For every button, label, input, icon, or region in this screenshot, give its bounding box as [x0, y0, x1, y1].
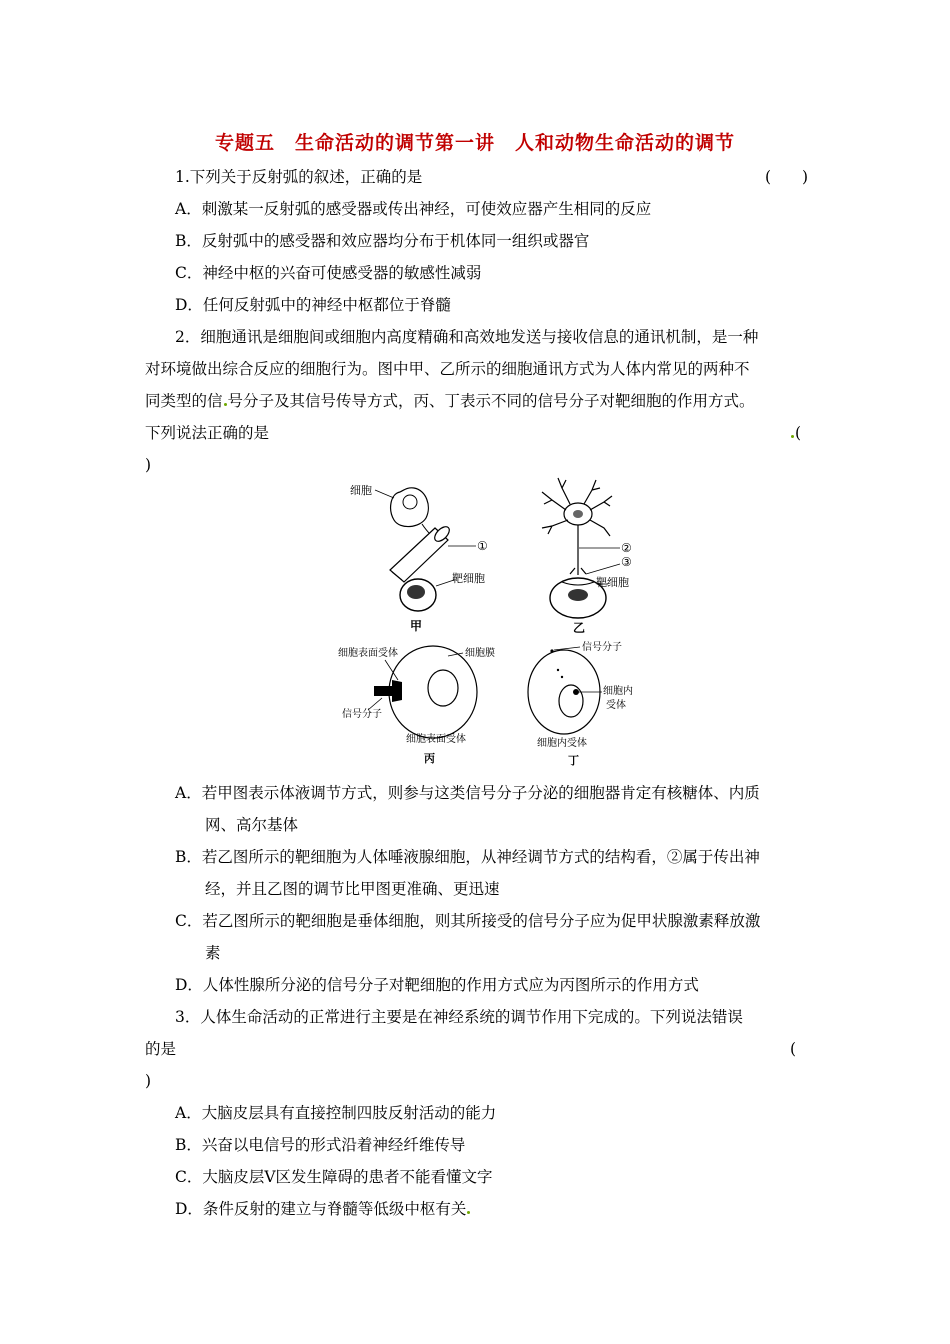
ding-inner-label-2: 受体 [606, 700, 626, 711]
bing-receptor-top-label: 细胞表面受体 [338, 648, 398, 659]
q2-option-c-line1: C．若乙图所示的靶细胞是垂体细胞，则其所接受的信号分子应为促甲状腺激素释放激 [175, 912, 761, 930]
q3-stem-line1: 3．人体生命活动的正常进行主要是在神经系统的调节作用下完成的。下列说法错误 [175, 1008, 743, 1026]
ding-receptor-bottom-label: 细胞内受体 [537, 738, 587, 749]
jia-cell-label: 细胞 [350, 484, 372, 497]
mark-dot [224, 403, 227, 406]
blood-vessel [390, 524, 452, 582]
q3-option-a: A．大脑皮层具有直接控制四肢反射活动的能力 [175, 1104, 497, 1122]
jia-number-1: ① [477, 539, 488, 553]
yi-number-3: ③ [621, 555, 632, 569]
q1-option-a: A．刺激某一反射弧的感受器或传出神经，可使效应器产生相同的反应 [175, 200, 652, 218]
q2-paren-close: ) [145, 456, 152, 474]
q2-option-a-line2: 网、高尔基体 [205, 816, 299, 834]
page-title: 专题五 生命活动的调节第一讲 人和动物生命活动的调节 [214, 132, 735, 154]
q1-answer-paren: ( ) [765, 168, 809, 186]
q3-option-b: B．兴奋以电信号的形式沿着神经纤维传导 [175, 1136, 466, 1154]
bing-signal-label: 信号分子 [342, 709, 382, 720]
ding-inner-receptor [573, 689, 579, 695]
figure-yi [542, 478, 632, 635]
jia-target-label: 靶细胞 [452, 572, 485, 585]
ding-caption: 丁 [568, 754, 579, 767]
figure-bing [338, 646, 495, 765]
q1-stem: 1.下列关于反射弧的叙述，正确的是 [175, 168, 423, 186]
q2-option-c-line2: 素 [205, 944, 221, 962]
bing-signal-molecule [374, 686, 394, 696]
neuron [542, 478, 612, 575]
mark-dot [791, 435, 794, 438]
q3-option-d: D．条件反射的建立与脊髓等低级中枢有关 [175, 1199, 471, 1219]
q2-option-b-line1: B．若乙图所示的靶细胞为人体唾液腺细胞，从神经调节方式的结构看，②属于传出神 [175, 848, 760, 866]
q2-paren-open: ( [790, 423, 801, 443]
yi-target-label: 靶细胞 [596, 576, 629, 589]
q2-stem-line2: 对环境做出综合反应的细胞行为。图中甲、乙所示的细胞通讯方式为人体内常见的两种不 [145, 360, 750, 378]
cell-communication-figure [330, 470, 660, 770]
q1-option-b: B．反射弧中的感受器和效应器均分布于机体同一组织或器官 [175, 232, 590, 250]
q3-paren-open: ( [790, 1040, 797, 1058]
ding-signal-label: 信号分子 [582, 642, 622, 653]
q3-paren-close: ) [145, 1072, 152, 1090]
mark-dot [467, 1211, 470, 1214]
bing-cell [389, 646, 477, 738]
q1-option-c: C．神经中枢的兴奋可使感受器的敏感性减弱 [175, 264, 482, 282]
jia-caption: 甲 [410, 619, 423, 633]
bing-membrane-label: 细胞膜 [465, 648, 495, 659]
q3-option-c: C．大脑皮层Ⅴ区发生障碍的患者不能看懂文字 [175, 1168, 493, 1186]
q2-option-a-line1: A．若甲图表示体液调节方式，则参与这类信号分子分泌的细胞器肯定有核糖体、内质 [175, 784, 760, 802]
bing-caption: 丙 [424, 752, 435, 765]
figure-ding [528, 640, 633, 767]
q3-stem-line2: 的是 [145, 1040, 177, 1058]
q2-stem-line1: 2．细胞通讯是细胞间或细胞内高度精确和高效地发送与接收信息的通讯机制，是一种 [175, 328, 759, 346]
ding-inner-label-1: 细胞内 [603, 686, 633, 697]
q2-option-d: D．人体性腺所分泌的信号分子对靶细胞的作用方式应为丙图所示的作用方式 [175, 976, 699, 994]
q2-stem-line4: 下列说法正确的是 [145, 424, 270, 442]
figure-jia [350, 484, 488, 633]
q2-option-b-line2: 经，并且乙图的调节比甲图更准确、更迅速 [205, 880, 500, 898]
q1-option-d: D．任何反射弧中的神经中枢都位于脊髓 [175, 296, 451, 314]
q2-stem-line3: 同类型的信 号分子及其信号传导方式，丙、丁表示不同的信号分子对靶细胞的作用方式。 [145, 392, 755, 410]
yi-caption: 乙 [573, 621, 586, 635]
bing-receptor-bottom-label: 细胞表面受体 [406, 734, 466, 745]
yi-number-2: ② [621, 541, 632, 555]
secreting-cell [391, 488, 429, 527]
